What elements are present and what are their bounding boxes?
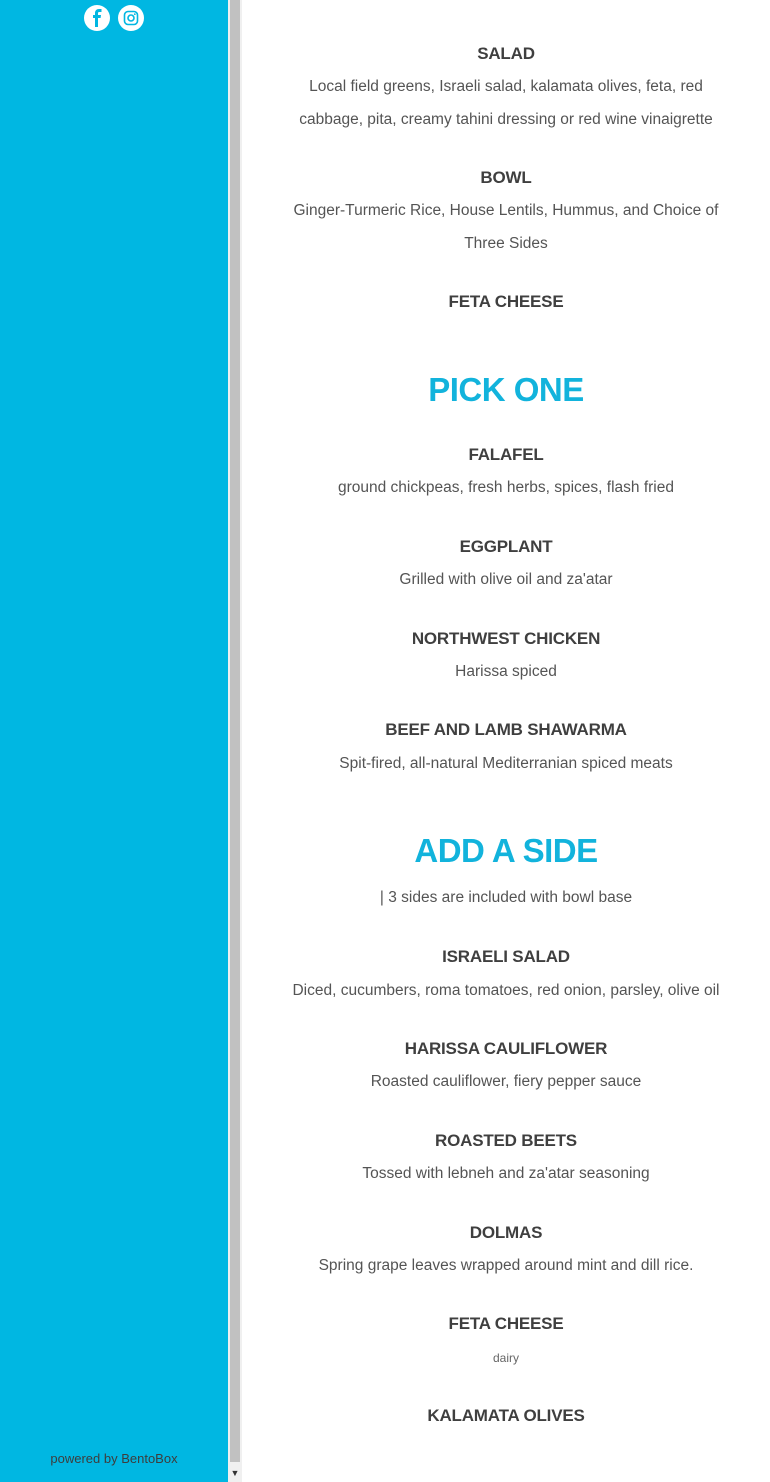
menu-item-title: DOLMAS: [469, 1223, 543, 1242]
menu-content: [242, 0, 770, 1482]
section-title-pick-one: PICK ONE: [428, 371, 584, 408]
menu-item-desc: Spit-fired, all-natural Mediterranian spiced meats: [339, 755, 673, 772]
menu-item-title: FETA CHEESE: [448, 1314, 564, 1333]
menu-item-title: ISRAELI SALAD: [442, 947, 570, 966]
menu-item-title: ROASTED BEETS: [435, 1131, 577, 1150]
menu-item-title: KALAMATA OLIVES: [427, 1406, 585, 1425]
menu-item-desc: Roasted cauliflower, fiery pepper sauce: [370, 1073, 642, 1090]
section-title-add-a-side: ADD A SIDE: [414, 832, 598, 869]
menu-item-title: SALAD: [477, 44, 535, 63]
menu-item-desc: Spring grape leaves wrapped around mint and dill rice.: [318, 1257, 694, 1274]
section-note: | 3 sides are included with bowl base: [379, 889, 633, 906]
menu-item-title: FALAFEL: [468, 445, 544, 464]
sidebar: [0, 0, 228, 1482]
dietary-tag: dairy: [492, 1351, 519, 1365]
menu-item-desc: Grilled with olive oil and za'atar: [399, 571, 613, 588]
menu-item-desc: ground chickpeas, fresh herbs, spices, flash fried: [337, 479, 674, 496]
instagram-icon[interactable]: [118, 5, 144, 31]
menu-item-title: FETA CHEESE: [448, 292, 564, 311]
menu-item-title: BOWL: [480, 168, 532, 187]
menu-item-desc: Diced, cucumbers, roma tomatoes, red onion, parsley, olive oil: [292, 982, 720, 999]
menu-item-title: HARISSA CAULIFLOWER: [404, 1039, 608, 1058]
menu-item-title: EGGPLANT: [459, 537, 553, 556]
menu-item-desc: Local field greens, Israeli salad, kalamata olives, feta, red cabbage, pita, creamy tahini dressing or red wine vinaigrette: [299, 78, 713, 128]
cut-off-text: [242, 0, 770, 8]
powered-by-link[interactable]: powered by BentoBox: [50, 1451, 178, 1466]
social-links: [84, 5, 144, 31]
facebook-icon[interactable]: [84, 5, 110, 31]
scroll-thumb[interactable]: [230, 0, 240, 1462]
scroll-down-arrow-icon[interactable]: ▼: [230, 1468, 240, 1478]
menu-item-title: NORTHWEST CHICKEN: [411, 629, 601, 648]
menu-item-desc: Tossed with lebneh and za'atar seasoning: [362, 1165, 650, 1182]
menu-item-desc: Harissa spiced: [455, 663, 557, 680]
menu-item-desc: Ginger-Turmeric Rice, House Lentils, Hummus, and Choice of Three Sides: [293, 202, 719, 252]
menu-item-title: BEEF AND LAMB SHAWARMA: [385, 720, 627, 739]
scrollbar[interactable]: [228, 0, 242, 1482]
